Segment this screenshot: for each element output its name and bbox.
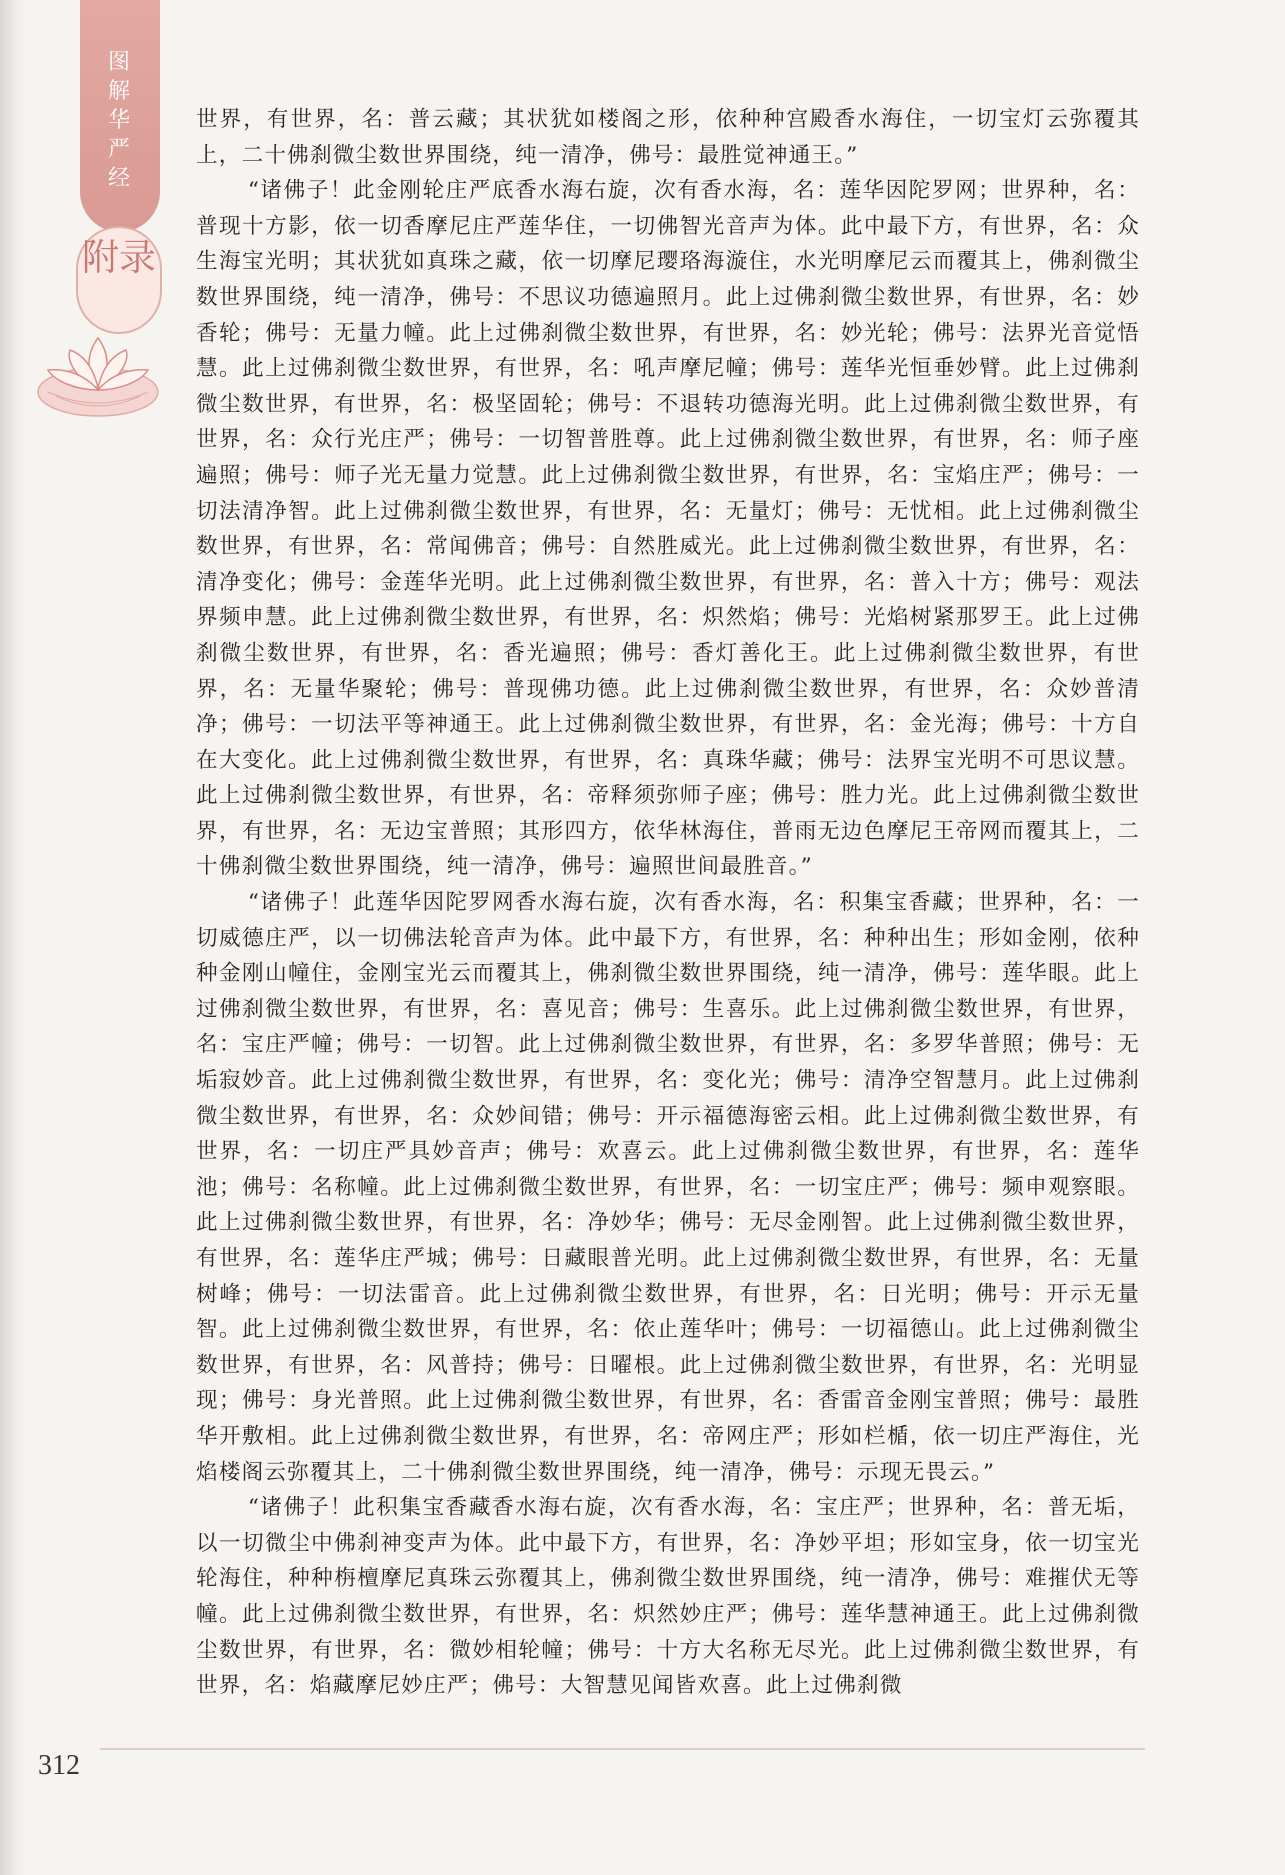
paragraph: 世界，有世界，名：普云藏；其状犹如楼阁之形，依种种宫殿香水海住，一切宝灯云弥覆其上，二十佛刹微尘数世界围绕，纯一清净，佛号：最胜觉神通王。” xyxy=(196,107,1140,168)
section-badge: 附录 xyxy=(82,236,156,279)
book-title: 图解华严经 xyxy=(107,50,130,191)
paragraph: “诸佛子！此金刚轮庄严底香水海右旋，次有香水海，名：莲华因陀罗网；世界种，名：普现十方影，依一切香摩尼庄严莲华住，一切佛智光音声为体。此中最下方，有世界，名：众生海宝光明；其状犹如真珠之藏，依一切摩尼璎珞海漩住，水光明摩尼云而覆其上，佛刹微尘数世界围绕，纯一清净，佛号：不思议功德遍照月。此上过佛刹微尘数世界，有世界，名：妙香轮；佛号：无量力幢。此上过佛刹微尘数世界，有世界，名：妙光轮；佛号：法界光音觉悟慧。此上过佛刹微尘数世界，有世界，名：吼声摩尼幢；佛号：莲华光恒垂妙臂。此上过佛刹微尘数世界，有世界，名：极坚固轮；佛号：不退转功德海光明。此上过佛刹微尘数世界，有世界，名：众行光庄严；佛号：一切智普胜尊。此上过佛刹微尘数世界，有世界，名：师子座遍照；佛号：师子光无量力觉慧。此上过佛刹微尘数世界，有世界，名：宝焰庄严；佛号：一切法清净智。此上过佛刹微尘数世界，有世界，名：无量灯；佛号：无忧相。此上过佛刹微尘数世界，有世界，名：常闻佛音；佛号：自然胜威光。此上过佛刹微尘数世界，有世界，名：清净变化；佛号：金莲华光明。此上过佛刹微尘数世界，有世界，名：普入十方；佛号：观法界频申慧。此上过佛刹微尘数世界，有世界，名：炽然焰；佛号：光焰树紧那罗王。此上过佛刹微尘数世界，有世界，名：香光遍照；佛号：香灯善化王。此上过佛刹微尘数世界，有世界，名：无量华聚轮；佛号：普现佛功德。此上过佛刹微尘数世界，有世界，名：众妙普清净；佛号：一切法平等神通王。此上过佛刹微尘数世界，有世界，名：金光海；佛号：十方自在大变化。此上过佛刹微尘数世界，有世界，名：真珠华藏；佛号：法界宝光明不可思议慧。此上过佛刹微尘数世界，有世界，名：帝释须弥师子座；佛号：胜力光。此上过佛刹微尘数世界，有世界，名：无边宝普照；其形四方，依华林海住，普雨无边色摩尼王帝网而覆其上，二十佛刹微尘数世界围绕，纯一清净，佛号：遍照世间最胜音。” xyxy=(196,178,1140,880)
paragraph: “诸佛子！此莲华因陀罗网香水海右旋，次有香水海，名：积集宝香藏；世界种，名：一切威德庄严，以一切佛法轮音声为体。此中最下方，有世界，名：种种出生；形如金刚，依种种金刚山幢住，金刚宝光云而覆其上，佛刹微尘数世界围绕，纯一清净，佛号：莲华眼。此上过佛刹微尘数世界，有世界，名：喜见音；佛号：生喜乐。此上过佛刹微尘数世界，有世界，名：宝庄严幢；佛号：一切智。此上过佛刹微尘数世界，有世界，名：多罗华普照；佛号：无垢寂妙音。此上过佛刹微尘数世界，有世界，名：变化光；佛号：清净空智慧月。此上过佛刹微尘数世界，有世界，名：众妙间错；佛号：开示福德海密云相。此上过佛刹微尘数世界，有世界，名：一切庄严具妙音声；佛号：欢喜云。此上过佛刹微尘数世界，有世界，名：莲华池；佛号：名称幢。此上过佛刹微尘数世界，有世界，名：一切宝庄严；佛号：频申观察眼。此上过佛刹微尘数世界，有世界，名：净妙华；佛号：无尽金刚智。此上过佛刹微尘数世界，有世界，名：莲华庄严城；佛号：日藏眼普光明。此上过佛刹微尘数世界，有世界，名：无量树峰；佛号：一切法雷音。此上过佛刹微尘数世界，有世界，名：日光明；佛号：开示无量智。此上过佛刹微尘数世界，有世界，名：依止莲华叶；佛号：一切福德山。此上过佛刹微尘数世界，有世界，名：风普持；佛号：日曜根。此上过佛刹微尘数世界，有世界，名：光明显现；佛号：身光普照。此上过佛刹微尘数世界，有世界，名：香雷音金刚宝普照；佛号：最胜华开敷相。此上过佛刹微尘数世界，有世界，名：帝网庄严；形如栏楯，依一切庄严海住，光焰楼阁云弥覆其上，二十佛刹微尘数世界围绕，纯一清净，佛号：示现无畏云。” xyxy=(196,890,1140,1485)
page-number: 312 xyxy=(38,1750,80,1781)
page-gutter-shadow xyxy=(0,0,26,1875)
footer-divider xyxy=(100,1748,1145,1750)
lotus-icon xyxy=(34,330,162,422)
main-body-text xyxy=(196,102,1140,1704)
paragraph: “诸佛子！此积集宝香藏香水海右旋，次有香水海，名：宝庄严；世界种，名：普无垢，以一切微尘中佛刹神变声为体。此中最下方，有世界，名：净妙平坦；形如宝身，依一切宝光轮海住，种种栴檀摩尼真珠云弥覆其上，佛刹微尘数世界围绕，纯一清净，佛号：难摧伏无等幢。此上过佛刹微尘数世界，有世界，名：炽然妙庄严；佛号：莲华慧神通王。此上过佛刹微尘数世界，有世界，名：微妙相轮幢；佛号：十方大名称无尽光。此上过佛刹微尘数世界，有世界，名：焰藏摩尼妙庄严；佛号：大智慧见闻皆欢喜。此上过佛刹微 xyxy=(196,1495,1140,1699)
